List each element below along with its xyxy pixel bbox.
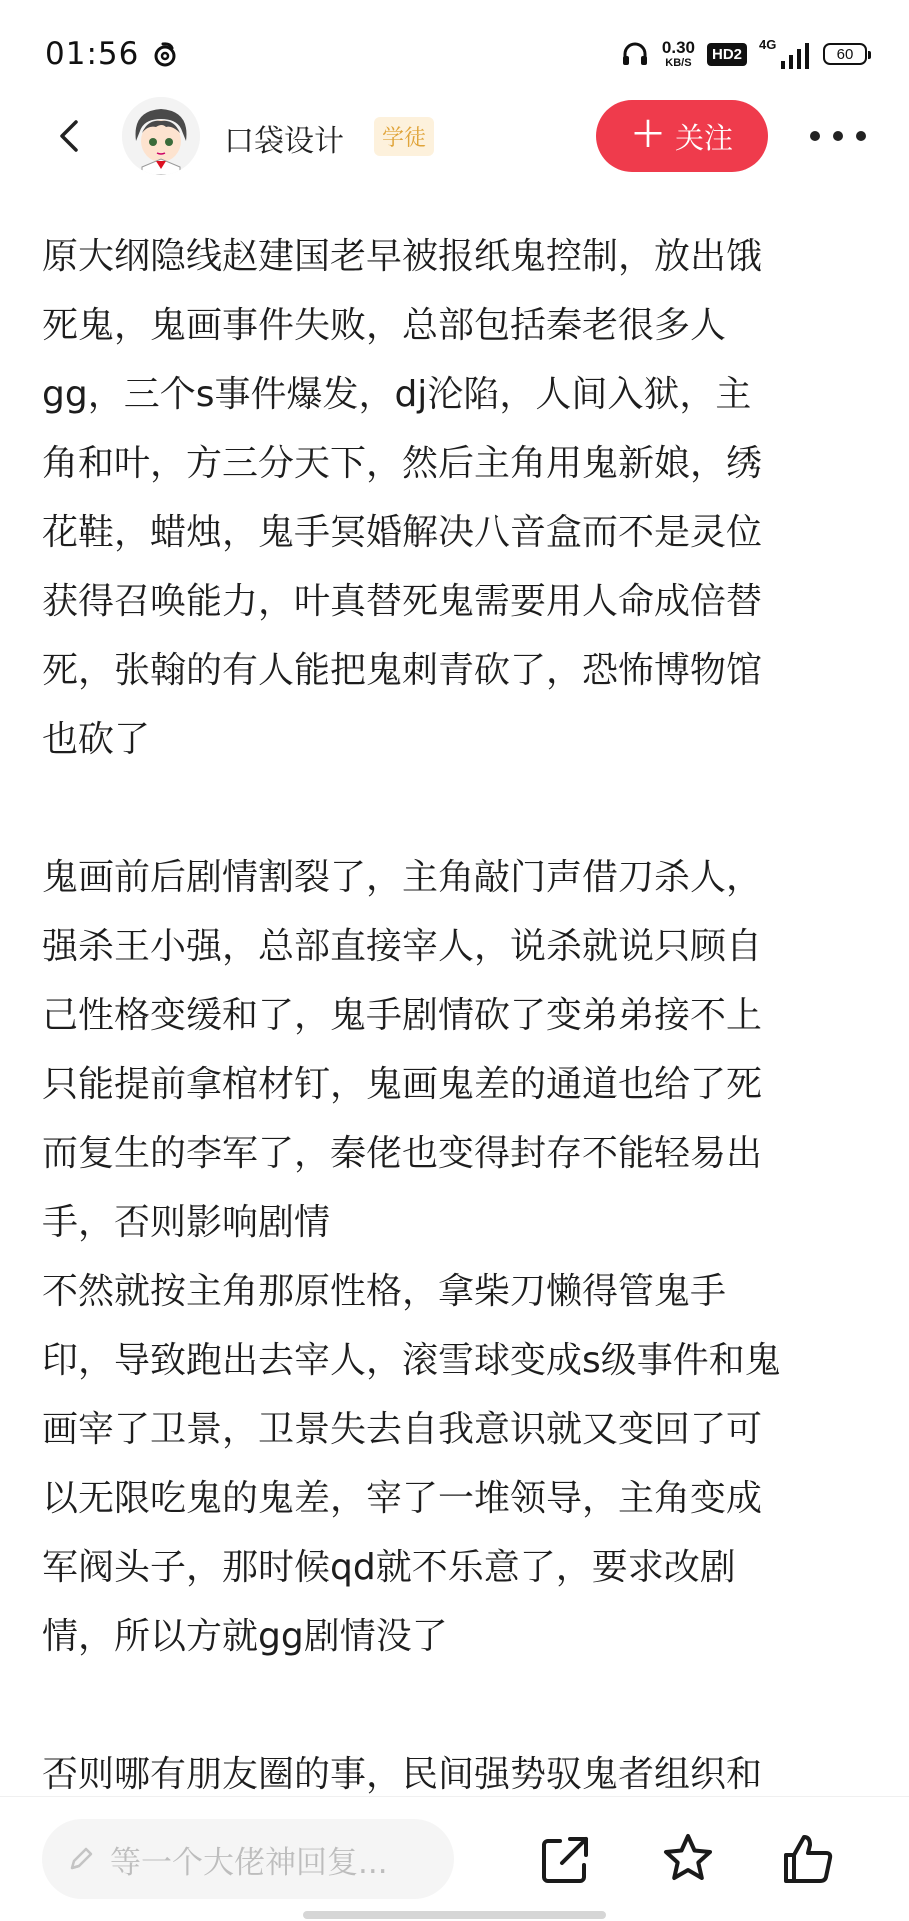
post-line: 印，导致跑出去宰人，滚雪球变成s级事件和鬼: [42, 1340, 781, 1381]
home-indicator[interactable]: [303, 1911, 606, 1919]
star-icon[interactable]: [660, 1831, 716, 1887]
follow-button[interactable]: [596, 100, 768, 172]
thumbs-up-icon[interactable]: [780, 1831, 836, 1887]
avatar-image: [122, 97, 200, 175]
battery-level: 60: [836, 45, 854, 63]
share-icon[interactable]: [538, 1833, 592, 1887]
post-line: gg，三个s事件爆发，dj沦陷，人间入狱，主: [42, 374, 752, 415]
network-speed: [662, 39, 695, 69]
post-header: [0, 96, 909, 176]
post-line: 花鞋，蜡烛，鬼手冥婚解决八音盒而不是灵位: [42, 512, 763, 553]
signal-label: 4G: [759, 37, 777, 52]
post-line: 情，所以方就gg剧情没了: [42, 1616, 448, 1657]
more-options-button[interactable]: [810, 120, 866, 152]
post-line: 也砍了: [42, 719, 151, 760]
hd-voice-badge: HD2: [707, 43, 747, 66]
bottom-action-bar: [0, 1796, 909, 1921]
netease-cloud-icon: [150, 40, 180, 70]
status-bar: [0, 0, 909, 110]
back-button[interactable]: [50, 116, 90, 156]
reply-placeholder: 等一个大佬神回复...: [110, 1844, 388, 1881]
post-line: 否则哪有朋友圈的事，民间强势驭鬼者组织和: [42, 1754, 763, 1795]
signal-icon: [759, 39, 811, 69]
follow-label: 关注: [674, 120, 733, 155]
post-line: 手，否则影响剧情: [42, 1202, 331, 1243]
post-line: 死，张翰的有人能把鬼刺青砍了，恐怖博物馆: [42, 650, 763, 691]
post-line: 军阀头子，那时候qd就不乐意了，要求改剧: [42, 1547, 736, 1588]
network-speed-unit: KB/S: [665, 57, 692, 69]
plus-icon: ＋: [630, 114, 665, 155]
post-line: 获得召唤能力，叶真替死鬼需要用人命成倍替: [42, 581, 763, 622]
post-line: 己性格变缓和了，鬼手剧情砍了变弟弟接不上: [42, 995, 763, 1036]
level-badge: 学徒: [374, 117, 434, 156]
battery-icon: [823, 43, 867, 65]
headphone-icon: [620, 39, 650, 69]
post-line: 以无限吃鬼的鬼差，宰了一堆领导，主角变成: [42, 1478, 763, 1519]
reply-input[interactable]: [42, 1819, 454, 1899]
paragraph-gap: [42, 774, 882, 843]
dot-icon: [833, 131, 843, 141]
author-name[interactable]: 口袋设计: [224, 124, 344, 159]
signal-bars-icon: [781, 43, 811, 69]
dot-icon: [856, 131, 866, 141]
status-time: 01:56: [45, 36, 140, 72]
post-line: 原大纲隐线赵建国老早被报纸鬼控制，放出饿: [42, 236, 763, 277]
post-line: 只能提前拿棺材钉，鬼画鬼差的通道也给了死: [42, 1064, 763, 1105]
dot-icon: [810, 131, 820, 141]
status-icons: [620, 34, 867, 74]
post-line: 不然就按主角那原性格，拿柴刀懒得管鬼手: [42, 1271, 727, 1312]
avatar[interactable]: [122, 97, 200, 175]
post-line: 鬼画前后剧情割裂了，主角敲门声借刀杀人，: [42, 857, 763, 898]
post-line: 死鬼，鬼画事件失败，总部包括秦老很多人: [42, 305, 727, 346]
post-line: 角和叶，方三分天下，然后主角用鬼新娘，绣: [42, 443, 763, 484]
paragraph-gap: [42, 1671, 882, 1740]
post-body: [42, 222, 882, 1809]
network-speed-value: 0.30: [661, 38, 695, 57]
pencil-icon: [66, 1844, 96, 1874]
post-line: 画宰了卫景，卫景失去自我意识就又变回了可: [42, 1409, 763, 1450]
post-line: 强杀王小强，总部直接宰人，说杀就说只顾自: [42, 926, 763, 967]
post-line: 而复生的李军了，秦佬也变得封存不能轻易出: [42, 1133, 763, 1174]
